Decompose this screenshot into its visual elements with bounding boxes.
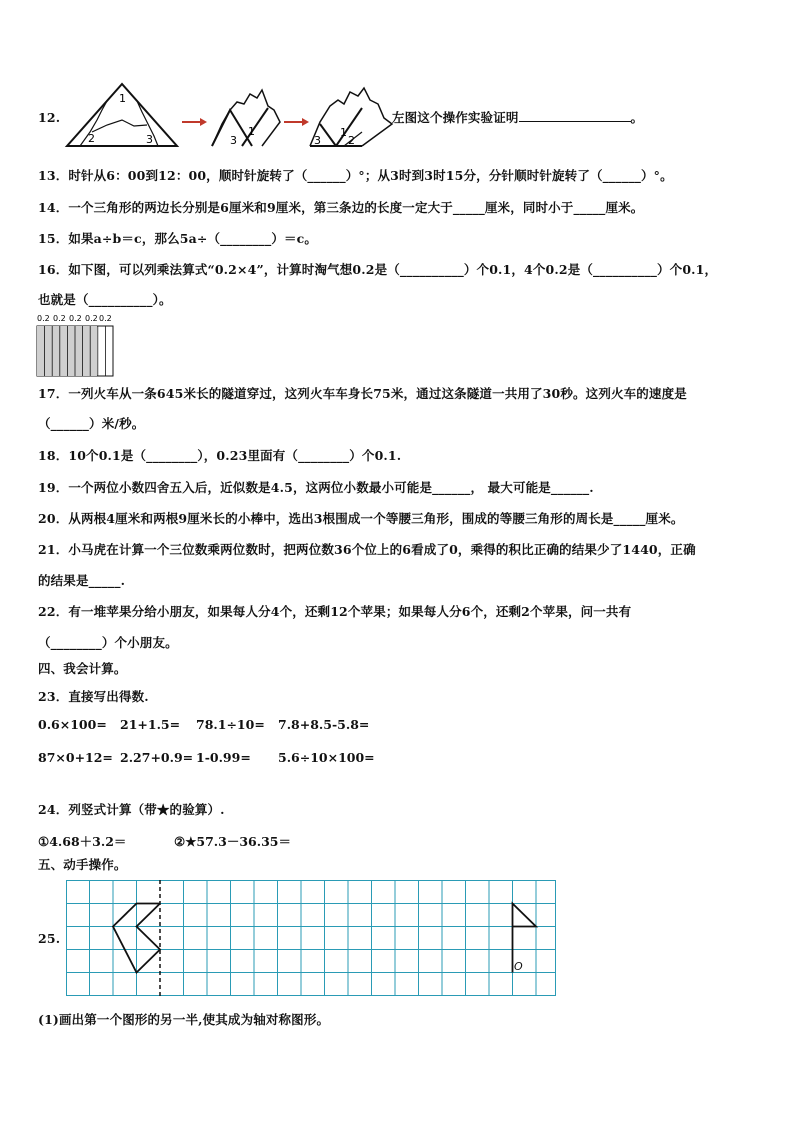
q25-grid: [66, 880, 556, 996]
q25-point-label: O: [514, 960, 523, 973]
q21-line1: 21．小马虎在计算一个三位数乘两位数时，把两位数36个位上的6看成了0，乘得的积比正确的结果少了1440，正确: [38, 542, 696, 557]
q16-line2: 也就是（__________）。: [38, 292, 172, 307]
q22-line1: 22．有一堆苹果分给小朋友，如果每人分4个，还剩12个苹果；如果每人分6个，还剩2个苹果，问一共有: [38, 604, 632, 619]
q16-line1: 16．如下图，可以列乘法算式“0.2×4”，计算时淘气想0.2是（__________）个0.1，4个0.2是（__________）个0.1，: [38, 262, 718, 277]
q24-item-1: ①4.68＋3.2＝: [38, 834, 127, 849]
q12-label-a1: 1: [119, 92, 126, 105]
q16-bar-figure: [36, 312, 116, 378]
q12-arrow-1: [182, 118, 207, 126]
q23-row-1: [38, 717, 369, 732]
q25-instruction: (1)画出第一个图形的另一半,使其成为轴对称图形。: [38, 1012, 330, 1027]
q12-answer-blank[interactable]: [519, 110, 631, 122]
q23-title: 23．直接写出得数.: [38, 689, 149, 704]
q15-text: 15．如果a÷b＝c，那么5a÷（________）＝c。: [38, 231, 318, 246]
q20-text: 20．从两根4厘米和两根9厘米长的小棒中，选出3根围成一个等腰三角形，围成的等腰三角形的周长是_____厘米。: [38, 511, 684, 526]
q12-label-a2: 2: [88, 132, 95, 145]
q23-row-2: [38, 750, 375, 765]
q12-number: 12.: [38, 110, 61, 125]
q12-label-b1: 1: [248, 125, 255, 138]
q25-grid-figure[interactable]: [66, 880, 558, 998]
q16-bar-label-1: 0.2: [37, 314, 50, 323]
q21-line2: 的结果是_____.: [38, 573, 126, 588]
q23-item: 78.1÷10=: [196, 717, 265, 732]
q12-label-c1: 1: [340, 126, 347, 139]
q24-title: 24．列竖式计算（带★的验算）.: [38, 802, 225, 817]
section4-heading: 四、我会计算。: [38, 661, 127, 676]
q22-line2: （________）个小朋友。: [38, 635, 178, 650]
q23-item: 0.6×100=: [38, 717, 107, 732]
q12-figure: [62, 80, 402, 150]
q12-tail: 。: [630, 110, 644, 125]
q23-item: 87×0+12=: [38, 750, 113, 765]
q18-text: 18．10个0.1是（________），0.23里面有（________）个0.1.: [38, 448, 402, 463]
q23-item: 21+1.5=: [120, 717, 181, 732]
q14-text: 14．一个三角形的两边长分别是6厘米和9厘米，第三条边的长度一定大于_____厘米，同时小于_____厘米。: [38, 200, 644, 215]
q19-text: 19．一个两位小数四舍五入后，近似数是4.5，这两位小数最小可能是______， 最大可能是______.: [38, 480, 594, 495]
q12-triangle-step2: [212, 90, 280, 146]
q16-bar-label-2: 0.2: [53, 314, 66, 323]
q12-label-c2: 2: [348, 134, 355, 147]
q17-line2: （______）米/秒。: [38, 416, 145, 431]
q23-item: 5.6÷10×100=: [278, 750, 375, 765]
q17-line1: 17．一列火车从一条645米长的隧道穿过，这列火车车身长75米，通过这条隧道一共用了30秒。这列火车的速度是: [38, 386, 687, 401]
q16-bar-label-5: 0.2: [99, 314, 112, 323]
section5-heading: 五、动手操作。: [38, 857, 127, 872]
q25-number: 25.: [38, 931, 61, 946]
q23-item: 1-0.99=: [196, 750, 251, 765]
q23-item: 2.27+0.9=: [120, 750, 194, 765]
q24-items: [38, 832, 291, 850]
q13-text: 13．时针从6：00到12：00，顺时针旋转了（______）°；从3时到3时15分，分针顺时针旋转了（______）°。: [38, 168, 673, 183]
q24-item-2: ②★57.3－36.35＝: [174, 834, 291, 849]
q12-text: [392, 110, 643, 126]
q23-item: 7.8+8.5-5.8=: [278, 717, 370, 732]
q12-label-a3: 3: [146, 133, 153, 146]
q12-arrow-2: [284, 118, 309, 126]
q12-label-c3: 3: [314, 134, 321, 147]
q16-bar-label-4: 0.2: [85, 314, 98, 323]
q12-statement: 左图这个操作实验证明: [392, 110, 519, 125]
q16-bar-label-3: 0.2: [69, 314, 82, 323]
q12-label-b3: 3: [230, 134, 237, 147]
